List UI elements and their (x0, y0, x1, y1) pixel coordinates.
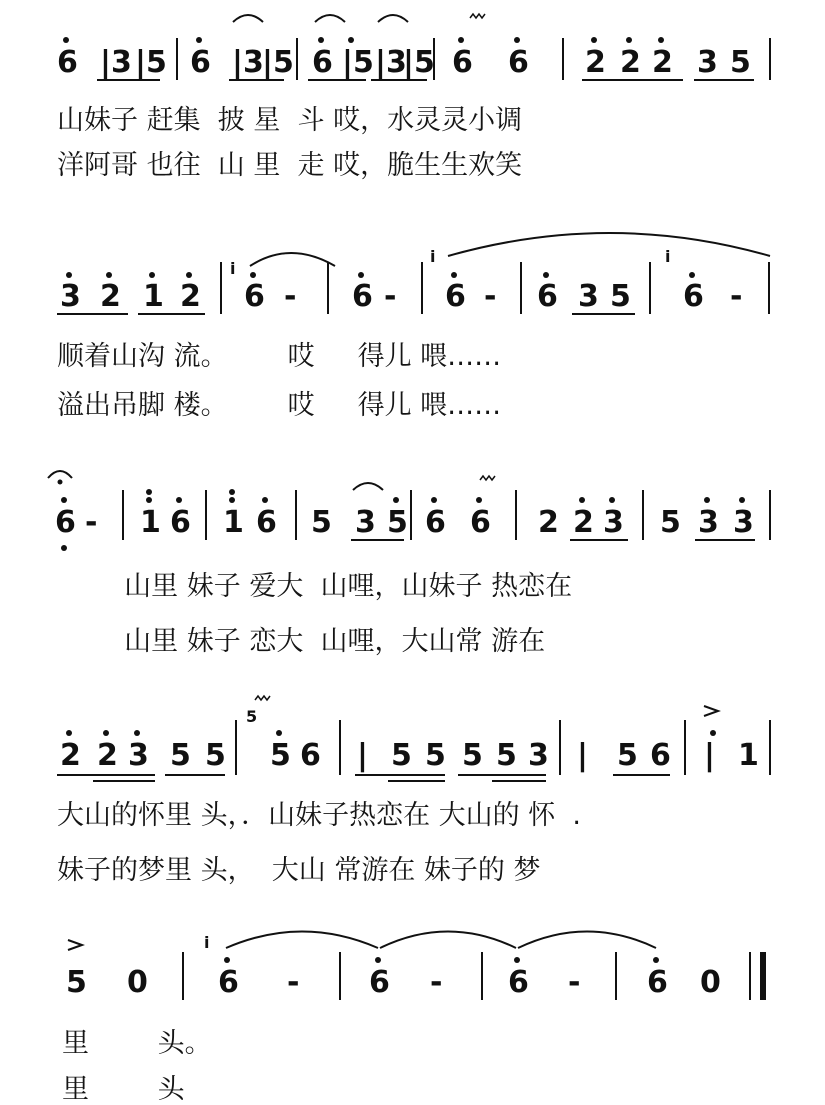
note: 6 (312, 45, 333, 80)
note: 5 (610, 279, 631, 314)
note: 5 (387, 505, 408, 540)
grace-notes-line-2 (230, 247, 670, 278)
note: 5 (496, 738, 517, 773)
lyric-line-5-verse-1: 里 头。 (62, 1028, 212, 1059)
note: 5 (66, 965, 87, 1000)
note: |3 (100, 45, 132, 80)
lyric-line-5-verse-2: 里 头 (62, 1074, 185, 1105)
note: 2 (538, 505, 559, 540)
note: 5 (311, 505, 332, 540)
ornaments-line-1 (470, 14, 485, 18)
ornaments-line-3 (480, 476, 495, 480)
note: 0 (700, 965, 721, 1000)
final-barline (760, 952, 766, 1000)
note: 6 (650, 738, 671, 773)
lyric-line-3-verse-1: 山里 妹子 爱大 山哩，山妹子 热恋在 (107, 571, 573, 602)
note: - (287, 965, 300, 1000)
note: 6 (369, 965, 390, 1000)
note: 6 (470, 505, 491, 540)
note: 6 (647, 965, 668, 1000)
note: 3 (603, 505, 624, 540)
note: - (85, 505, 98, 540)
note: 3 (698, 505, 719, 540)
note: | (577, 738, 588, 773)
accent-line-4 (704, 706, 718, 716)
accent-line-5 (68, 940, 82, 950)
note: |5 (403, 45, 435, 80)
note: |5 (135, 45, 167, 80)
note: |3 (375, 45, 407, 80)
staff-line-4 (60, 738, 759, 773)
note: 6 (55, 505, 76, 540)
note: 6 (170, 505, 191, 540)
lyric-line-3-verse-2: 山里 妹子 恋大 山哩，大山常 游在 (107, 626, 546, 657)
staff-line-2 (60, 279, 742, 314)
grace-notes-line-5 (204, 933, 209, 952)
note: 5 (462, 738, 483, 773)
dots-line-5 (224, 957, 659, 963)
note: 3 (355, 505, 376, 540)
note: 5 (730, 45, 751, 80)
note: 5 (391, 738, 412, 773)
note: 6 (508, 45, 529, 80)
grace-notes-line-4 (246, 707, 257, 726)
note: - (484, 279, 497, 314)
note: 5 (425, 738, 446, 773)
note: |5 (342, 45, 374, 80)
note: 2 (100, 279, 121, 314)
note: |5 (262, 45, 294, 80)
lyric-line-1-verse-1: 山妹子 赶集 披 星 斗 哎，水灵灵小调 (57, 105, 523, 136)
note: 6 (256, 505, 277, 540)
lyric-line-2-verse-1: 顺着山沟 流。 哎 得儿 喂…… (57, 341, 502, 372)
lyric-line-4-verse-2: 妹子的梦里 头， 大山 常游在 妹子的 梦 (57, 855, 541, 886)
note: 6 (218, 965, 239, 1000)
lyric-line-2-verse-2: 溢出吊脚 楼。 哎 得儿 喂…… (57, 390, 502, 421)
dots-line-4 (66, 730, 716, 736)
note: 3 (60, 279, 81, 314)
note: 6 (244, 279, 265, 314)
note: 3 (528, 738, 549, 773)
note: 6 (452, 45, 473, 80)
lyric-line-1-verse-2: 洋阿哥 也往 山 里 走 哎，脆生生欢笑 (57, 150, 523, 181)
note: 6 (190, 45, 211, 80)
dots-line-1 (63, 37, 664, 43)
underlines-line-4 (57, 775, 670, 781)
note: 6 (300, 738, 321, 773)
note: 2 (180, 279, 201, 314)
note: 5 (617, 738, 638, 773)
note: 2 (620, 45, 641, 80)
note: 2 (585, 45, 606, 80)
note: - (284, 279, 297, 314)
note: 6 (683, 279, 704, 314)
note: 6 (57, 45, 78, 80)
note: 3 (128, 738, 149, 773)
fermata-line-3 (58, 480, 63, 485)
note: - (568, 965, 581, 1000)
note: 2 (60, 738, 81, 773)
staff-line-1 (57, 45, 751, 80)
note: | (704, 738, 715, 773)
note: 5 (170, 738, 191, 773)
note: 2 (573, 505, 594, 540)
grace-note: i (230, 259, 236, 278)
grace-note: i (204, 933, 210, 952)
note: 5 (205, 738, 226, 773)
note: 1 (140, 505, 161, 540)
note: 2 (97, 738, 118, 773)
slurs-line-5 (226, 932, 656, 949)
note: - (730, 279, 743, 314)
note: 3 (697, 45, 718, 80)
note: | (357, 738, 368, 773)
slurs-line-2 (250, 233, 770, 266)
note: 1 (143, 279, 164, 314)
note: 0 (127, 965, 148, 1000)
lyric-line-4-verse-1: 大山的怀里 头，．山妹子热恋在 大山的 怀 . (57, 800, 581, 831)
note: 2 (652, 45, 673, 80)
slurs-line-1 (233, 15, 408, 22)
note: 3 (578, 279, 599, 314)
note: 1 (223, 505, 244, 540)
dots-line-2 (66, 272, 695, 278)
note: 6 (425, 505, 446, 540)
staff-line-3 (55, 505, 754, 540)
staff-line-5 (66, 965, 721, 1000)
note: 6 (537, 279, 558, 314)
grace-note: i (665, 247, 671, 266)
note: 6 (445, 279, 466, 314)
note: 5 (660, 505, 681, 540)
note: 6 (508, 965, 529, 1000)
note: 5 (270, 738, 291, 773)
slurs-line-3 (48, 471, 383, 490)
note: 3 (733, 505, 754, 540)
note: |3 (232, 45, 264, 80)
grace-note: 5 (246, 707, 258, 726)
note: - (430, 965, 443, 1000)
note: 6 (352, 279, 373, 314)
grace-note: i (430, 247, 436, 266)
note: - (384, 279, 397, 314)
ornaments-line-4 (255, 696, 270, 700)
note: 1 (738, 738, 759, 773)
